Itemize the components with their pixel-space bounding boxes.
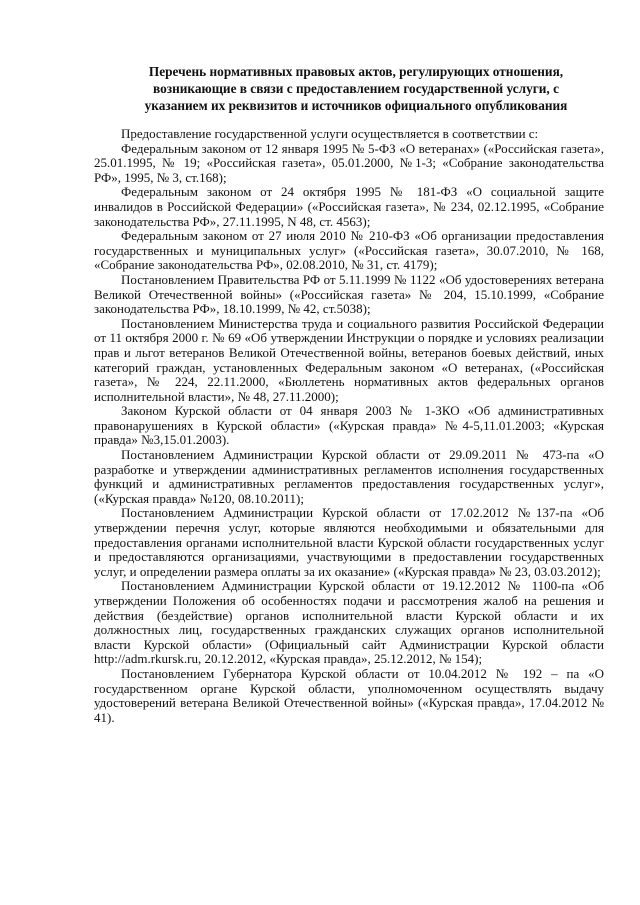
paragraph-federal-law-disabled: Федеральным законом от 24 октября 1995 № 181-ФЗ «О социальной защите инвалидов в Российской Федерации» («Российская газета», № 234, 02.12.1995, «Собрание законодательства РФ», 27.11.1995, N 48, ст. 4563); xyxy=(94,184,604,229)
paragraph-federal-law-services: Федеральным законом от 27 июля 2010 № 210-ФЗ «Об организации предоставления государственных и муниципальных услуг» («Российская газета», 30.07.2010, № 168, «Собрание законодательства РФ», 02.08.2010, № 31, ст. 4179); xyxy=(94,228,604,273)
paragraph-kursk-law: Законом Курской области от 04 января 2003 № 1-ЗКО «Об административных правонарушениях в Курской области» («Курская правда» №4-5,11.01.2003; «Курская правда» №3,15.01.2003). xyxy=(94,403,604,448)
paragraph-federal-law-veterans: Федеральным законом от 12 января 1995 № 5-ФЗ «О ветеранах» («Российская газета», 25.01.1995, № 19; «Российская газета», 05.01.2000, №1-3; «Собрание законодательства РФ», 1995, № 3, ст.168); xyxy=(94,140,604,185)
intro-paragraph: Предоставление государственной услуги осуществляется в соответствии с: xyxy=(121,126,539,141)
paragraph-government-decree: Постановлением Правительства РФ от 5.11.1999 № 1122 «Об удостоверениях ветерана Великой Отечественной войны» («Российская газета» № 204, 15.10.1999, «Собрание законодательства РФ», 18.10.1999, № 42, ст.5038); xyxy=(94,271,604,317)
title-line: возникающие в связи с предоставлением государственной услуги, с xyxy=(153,81,559,96)
paragraph-ministry-decree: Постановлением Министерства труда и социального развития Российской Федерации от 11 октября 2000 г. № 69 «Об утверждении Инструкции о порядке и условиях реализации прав и льгот ветеранов Великой Отечественной войны, ветеранов боевых действий, иных категорий граждан, установленных Федеральным законом «О ветеранах, («Российская газета», № 224, 22.11.2000, «Бюллетень нормативных актов федеральных органов исполнительной власти», № 48, 27.11.2000); xyxy=(94,315,604,404)
paragraph-administration-decree-1100: Постановлением Администрации Курской области от 19.12.2012 № 1100-па «Об утверждении Положения об особенностях подачи и рассмотрения жалоб на решения и действия (бездействие) органов исполнительной власти Курской области и их должностных лиц, государственных гражданских служащих органов исполнительной власти Курской области» (Официальный сайт Администрации Курской области http://adm.rkursk.ru, 20.12.2012, «Курская правда», 25.12.2012, № 154); xyxy=(94,578,604,667)
title-line: указанием их реквизитов и источников официального опубликования xyxy=(144,98,568,113)
document-title xyxy=(96,63,616,114)
paragraph-administration-decree-137: Постановлением Администрации Курской области от 17.02.2012 №137-па «Об утверждении перечня услуг, которые являются необходимыми и обязательными для предоставления органами исполнительной власти Курской области государственных услуг и предоставляются организациями, участвующими в предоставлении государственных услуг, и определении размера оплаты за их оказание» («Курская правда» № 23, 03.03.2012); xyxy=(94,505,604,579)
paragraph-governor-decree-192: Постановлением Губернатора Курской области от 10.04.2012 № 192 – па «О государственном органе Курской области, уполномоченном осуществлять выдачу удостоверений ветерана Великой Отечественной войны» («Курская правда», 17.04.2012 № 41). xyxy=(94,665,604,725)
document-body xyxy=(94,127,604,725)
paragraph-administration-decree-473: Постановлением Администрации Курской области от 29.09.2011 № 473-па «О разработке и утверждении административных регламентов исполнения государственных функций и административных регламентов предоставления государственных услуг», («Курская правда» №120, 08.10.2011); xyxy=(94,447,604,506)
title-line: Перечень нормативных правовых актов, регулирующих отношения, xyxy=(148,64,564,79)
